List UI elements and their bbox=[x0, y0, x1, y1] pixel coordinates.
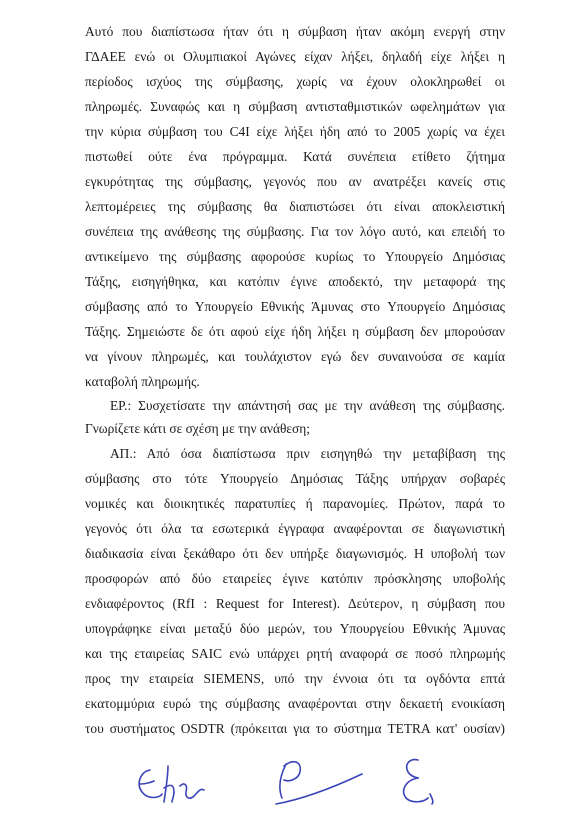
text-line: ενδιαφέροντος (RfI : Request for Interest). Δεύτερον, η σύμβαση που bbox=[85, 596, 505, 611]
signature-2 bbox=[258, 752, 368, 810]
text-line: καταβολή πληρωμής. bbox=[85, 374, 200, 389]
text-line: ΓΔΑΕΕ ενώ οι Ολυμπιακοί Αγώνες είχαν λήξει, δηλαδή είχε λήξει η bbox=[85, 49, 505, 64]
text-line: Αυτό που διαπίστωσα ήταν ότι η σύμβαση ήταν ακόμη ενεργή στην bbox=[85, 24, 505, 39]
text-line: νομικές και διοικητικές παρατυπίες ή παρανομίες. Πρώτον, παρά το bbox=[85, 496, 505, 511]
text-line: υπογράφηκε είναι μεταξύ δύο μερών, του Υπουργείου Εθνικής Άμυνας bbox=[85, 621, 505, 636]
text-line: γεγονός ότι όλα τα εσωτερικά έγγραφα αναφέρονται σε διαγωνιστική bbox=[85, 521, 505, 536]
text-line: εκατομμύρια ευρώ της σύμβασης αναφέρονται στην δεκαετή ενοικίαση bbox=[85, 696, 505, 711]
text-line: λεπτομέρειες της σύμβασης θα διαπιστώσει ότι είναι αποκλειστική bbox=[85, 199, 505, 214]
text-line: ΕΡ.: Συσχετίσατε την απάντησή σας με την ανάθεση της σύμβασης. bbox=[110, 398, 505, 413]
text-line: προσφορών από δύο εταιρείες έγινε κατόπιν πρόσκλησης υποβολής bbox=[85, 571, 505, 586]
text-line: πιστωθεί ούτε ένα πρόγραμμα. Κατά συνέπεια ετίθετο ζήτημα bbox=[85, 149, 505, 164]
text-line: εγκυρότητας της σύμβασης, γεγονός που αν ανατρέξει κανείς στις bbox=[85, 174, 505, 189]
text-line: συνέπεια της ανάθεσης της σύμβασης. Για τον λόγο αυτό, και επειδή το bbox=[85, 224, 505, 239]
signature-1 bbox=[128, 758, 218, 808]
text-line: ΑΠ.: Από όσα διαπίστωσα πριν εισηγηθώ την μεταβίβαση της bbox=[110, 446, 505, 461]
text-line: προς την εταιρεία SIEMENS, υπό την έννοια ότι τα ογδόντα επτά bbox=[85, 671, 505, 686]
text-line: πληρωμές. Συναφώς και η σύμβαση αντισταθμιστικών ωφελημάτων για bbox=[85, 99, 505, 114]
text-line: σύμβασης στο τότε Υπουργείο Δημόσιας Τάξης υπήρχαν σοβαρές bbox=[85, 471, 505, 486]
text-line: διαδικασία είναι ξεκάθαρο ότι δεν υπήρξε διαγωνισμός. Η υποβολή των bbox=[85, 546, 505, 561]
text-line: του συστήματος OSDTR (πρόκειται για το σύστημα TETRA κατ' ουσίαν) bbox=[85, 721, 505, 736]
text-line: Γνωρίζετε κάτι σε σχέση με την ανάθεση; bbox=[85, 421, 310, 436]
text-line: Τάξης. Σημειώστε δε ότι αφού είχε ήδη λήξει η σύμβαση δεν μπορούσαν bbox=[85, 324, 505, 339]
text-line: περίοδος ισχύος της σύμβασης, χωρίς να έχουν ολοκληρωθεί οι bbox=[85, 74, 505, 89]
text-line: σύμβασης από το Υπουργείο Εθνικής Άμυνας στο Υπουργείο Δημόσιας bbox=[85, 299, 505, 314]
text-line: αντικείμενο της σύμβασης αφορούσε κυρίως το Υπουργείο Δημόσιας bbox=[85, 249, 505, 264]
text-line: να γίνουν πληρωμές, και τουλάχιστον εγώ δεν συναινούσα σε καμία bbox=[85, 349, 505, 364]
text-line: και της εταιρείας SAIC ενώ υπάρχει ρητή αναφορά σε ποσό πληρωμής bbox=[85, 646, 505, 661]
text-line: Τάξης, εισηγήθηκα, και κατόπιν έγινε αποδεκτό, την μεταφορά της bbox=[85, 274, 505, 289]
text-line: την κύρια σύμβαση του C4I είχε λήξει ήδη από το 2005 χωρίς να έχει bbox=[85, 124, 505, 139]
signature-3 bbox=[388, 754, 448, 810]
